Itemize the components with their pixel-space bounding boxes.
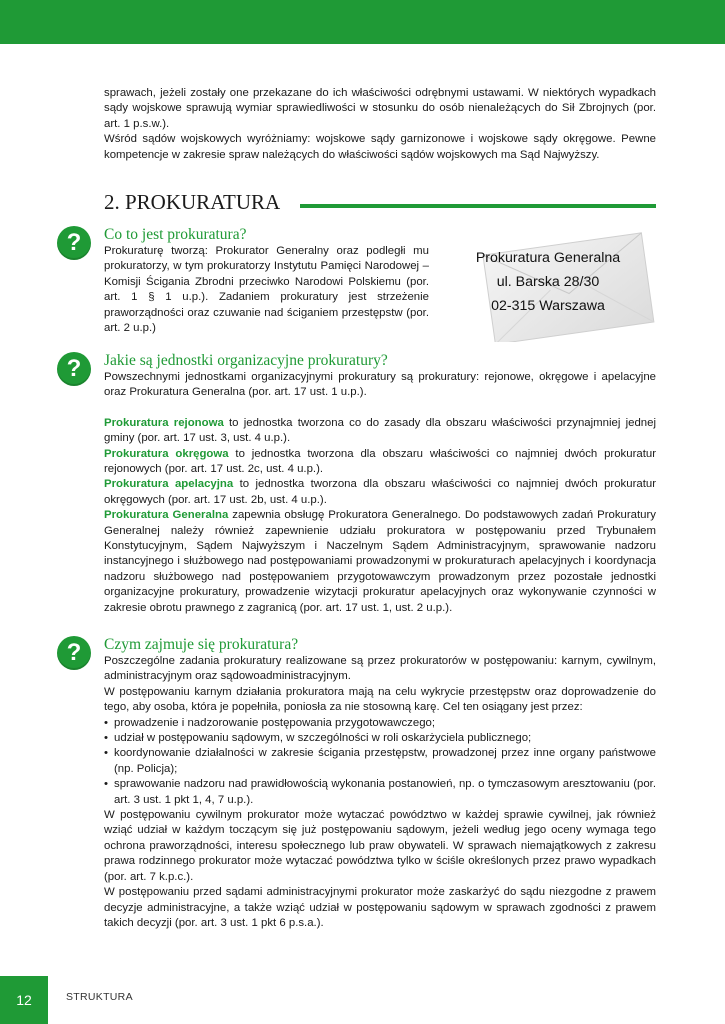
unit-description: to jednostka tworzona dla obszaru właściwości co najmniej dwóch prokuratur rejonowych (por. art. 17 ust. 2c, ust. 4 u.p.).	[104, 447, 657, 476]
unit-term: Prokuratura Generalna	[104, 509, 229, 522]
page-number: 12	[0, 976, 48, 1024]
list-item: • sprawowanie nadzoru nad prawidłowością wykonania postanowień, np. o tymczasowym aresztowaniu (por. art. 3 ust. 1 pkt 1, 4, 7 u.p.).	[104, 777, 656, 808]
question-block-3	[104, 636, 656, 931]
unit-item	[104, 416, 656, 447]
address-text	[440, 246, 656, 318]
question-3-paragraph-4: W postępowaniu przed sądami administracyjnymi prokurator może zaskarżyć do sądu niezgodne z prawem decyzje administracyjne, a także wziąć udział w postępowaniu sądowym w sprawach zgodności z prawem takich decyzji (por. art. 3 ust. 1 pkt 6 p.s.a.).	[104, 886, 656, 929]
list-item: • udział w postępowaniu sądowym, w szczególności w roli oskarżyciela publicznego;	[104, 731, 656, 746]
unit-item	[104, 477, 656, 508]
list-item: • prowadzenie i nadzorowanie postępowania przygotowawczego;	[104, 716, 656, 731]
intro-text	[104, 86, 656, 163]
question-2-intro: Powszechnymi jednostkami organizacyjnymi prokuratury są prokuratury: rejonowe, okręgowe i apelacyjne oraz Prokuratura Generalna (por. art. 17 ust. 1 u.p.).	[104, 371, 656, 399]
unit-item	[104, 508, 656, 616]
unit-term: Prokuratura rejonowa	[104, 416, 224, 429]
question-icon: ?	[57, 636, 91, 670]
address-line-1: Prokuratura Generalna	[475, 250, 621, 266]
unit-term: Prokuratura okręgowa	[104, 447, 229, 460]
address-box	[440, 224, 656, 344]
address-line-3: 02-315 Warszawa	[491, 298, 605, 314]
address-line-2: ul. Barska 28/30	[496, 274, 600, 290]
unit-term: Prokuratura apelacyjna	[104, 478, 234, 491]
question-block-1	[104, 226, 429, 336]
question-heading-2: Jakie są jednostki organizacyjne prokuratury?	[104, 352, 388, 369]
bullet-icon: •	[104, 716, 108, 729]
bullet-icon: •	[104, 778, 108, 791]
question-3-paragraph-3: W postępowaniu cywilnym prokurator może wytaczać powództwo w każdej sprawie cywilnej, jak również wziąć udział w każdym toczącym się już postępowaniu sądowym, jeżeli według jego oceny wymaga tego ochrona praworządności, interesu społecznego lub praw obywateli. W sprawach niemajątkowych z zakresu prawa rodzinnego prokurator może wytaczać powództwa tylko w ściśle określonych przez prawo wypadkach (por. art. 7 k.p.c.).	[104, 809, 656, 883]
intro-paragraph-1: sprawach, jeżeli zostały one przekazane do ich właściwości odrębnymi ustawami. W niektórych wypadkach sądy wojskowe sprawują wymiar sprawiedliwości w stosunku do osób nienależących do Sił Zbrojnych (por. art. 1 p.s.w.).	[104, 87, 656, 130]
header-bar	[0, 0, 725, 44]
question-heading-3: Czym zajmuje się prokuratura?	[104, 636, 299, 653]
bullet-icon: •	[104, 732, 108, 745]
list-item: • koordynowanie działalności w zakresie ścigania przestępstw, prowadzonej przez inne organy państwowe (np. Policja);	[104, 746, 656, 777]
question-block-2	[104, 352, 656, 616]
section-title: 2. PROKURATURA	[104, 190, 281, 214]
unit-description: to jednostka tworzona co do zasady dla obszaru właściwości przynajmniej jednej gminy (por. art. 17 ust. 3, ust. 4 u.p.).	[104, 416, 657, 445]
unit-description: zapewnia obsługę Prokuratora Generalnego. Do podstawowych zadań Prokuratury Generalnej należy również zapewnienie udziału prokuratora w postępowaniu przed Trybunałem Konstytucyjnym, Sądem Najwyższym i Naczelnym Sądem Administracyjnym, sprawowanie nadzoru instancyjnego i służbowego nad postępowaniami prowadzonymi w prokuraturach apelacyjnych i koordynacja nadzoru służbowego nad postępowaniem przygotowawczym prowadzonym przez pozostałe jednostki organizacyjne prokuratury, prowadzenie wizytacji prokuratur apelacyjnych oraz wykonywanie czynności w zakresie obrotu prawnego z zagranicą (por. art. 17 ust. 1, ust. 2 u.p.).	[104, 509, 656, 614]
intro-paragraph-2: Wśród sądów wojskowych wyróżniamy: wojskowe sądy garnizonowe i wojskowe sądy okręgowe. Pewne kompetencje w zakresie spraw należących do właściwości sądów wojskowych ma Sąd Najwyższy.	[104, 133, 656, 161]
question-3-paragraph-2: W postępowaniu karnym działania prokuratora mają na celu wykrycie przestępstw oraz doprowadzenie do tego, aby osoba, która je popełniła, poniosła za nie stosowną karę. Cel ten osiągany jest przez:	[104, 685, 656, 714]
question-heading-1: Co to jest prokuratura?	[104, 226, 247, 243]
section-title-rule	[300, 204, 656, 208]
unit-item	[104, 447, 656, 478]
question-answer-1: Prokuraturę tworzą: Prokurator Generalny oraz podległi mu prokuratorzy, w tym prokuratorzy Instytutu Pamięci Narodowej – Komisji Ścigania Zbrodni przeciwko Narodowi Polskiemu (por. art. 1 § 1 u.p.). Zadaniem prokuratury jest strzeżenie praworządności oraz czuwanie nad ściganiem przestępstw (por. art. 2 u.p.)	[104, 245, 429, 335]
question-icon: ?	[57, 352, 91, 386]
question-3-paragraph-1: Poszczególne zadania prokuratury realizowane są przez prokuratorów w postępowaniu: karnym, cywilnym, administracyjnym oraz sądowoadministracyjnym.	[104, 655, 656, 683]
bullet-icon: •	[104, 747, 108, 760]
footer-label: STRUKTURA	[66, 991, 133, 1003]
question-icon: ?	[57, 226, 91, 260]
unit-description: to jednostka tworzona dla obszaru właściwości co najmniej dwóch prokuratur okręgowych (por. art. 17 ust. 2b, ust. 4 u.p.).	[104, 478, 656, 506]
